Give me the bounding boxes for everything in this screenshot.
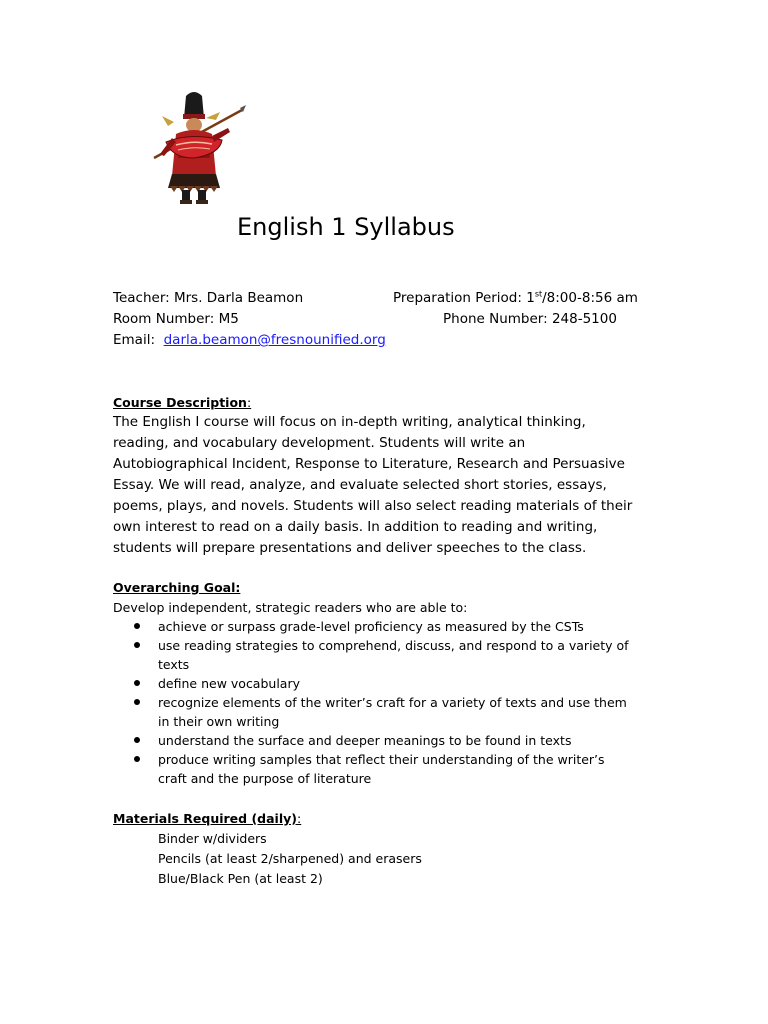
bullet-text: define new vocabulary (158, 676, 300, 691)
prep-label: Preparation Period: 1 (393, 290, 535, 306)
description-line: reading, and vocabulary development. Students will write an (113, 435, 526, 451)
course-description-colon: : (246, 395, 252, 410)
bullet-text: craft and the purpose of literature (158, 771, 372, 786)
bullet-icon (134, 737, 140, 743)
bullet-text: in their own writing (158, 714, 280, 729)
bullet-text: produce writing samples that reflect their understanding of the writer’s (158, 752, 605, 767)
material-item: Binder w/dividers (158, 831, 267, 846)
list-item (113, 731, 673, 750)
course-description-text (113, 412, 658, 559)
prep-superscript: st (534, 289, 543, 299)
bullet-text: texts (158, 657, 190, 672)
page-title: English 1 Syllabus (237, 213, 455, 241)
materials-colon: : (297, 811, 302, 826)
list-item (113, 750, 673, 788)
bullet-icon (134, 623, 140, 629)
description-line: Autobiographical Incident, Response to Literature, Research and Persuasive (113, 456, 625, 472)
mascot-illustration (150, 88, 246, 206)
room-number: Room Number: M5 (113, 311, 239, 327)
bullet-icon (134, 642, 140, 648)
list-item (113, 693, 673, 731)
bullet-icon (134, 699, 140, 705)
prep-time: /8:00-8:56 am (542, 290, 638, 306)
email-label: Email: (113, 332, 156, 348)
bullet-icon (134, 756, 140, 762)
overarching-goal-heading: Overarching Goal: (113, 580, 241, 595)
course-description-heading (113, 394, 251, 412)
email-link[interactable]: darla.beamon@fresnounified.org (163, 332, 386, 348)
list-item (113, 674, 673, 693)
preparation-period (393, 288, 638, 309)
bullet-text: recognize elements of the writer’s craft for a variety of texts and use them (158, 695, 627, 710)
description-line: students will prepare presentations and deliver speeches to the class. (113, 540, 587, 556)
material-item: Blue/Black Pen (at least 2) (158, 871, 323, 886)
description-line: poems, plays, and novels. Students will also select reading materials of their (113, 498, 633, 514)
bullet-text: use reading strategies to comprehend, discuss, and respond to a variety of (158, 638, 629, 653)
materials-heading-text: Materials Required (daily) (113, 811, 297, 826)
bullet-icon (134, 680, 140, 686)
goal-intro: Develop independent, strategic readers who are able to: (113, 600, 468, 615)
list-item (113, 617, 673, 636)
description-line: Essay. We will read, analyze, and evaluate selected short stories, essays, (113, 477, 607, 493)
description-line: The English I course will focus on in-depth writing, analytical thinking, (113, 414, 586, 430)
bullet-text: achieve or surpass grade-level proficiency as measured by the CSTs (158, 619, 584, 634)
email-row (113, 330, 386, 351)
materials-list (158, 829, 422, 889)
teacher-name: Teacher: Mrs. Darla Beamon (113, 290, 304, 306)
material-item: Pencils (at least 2/sharpened) and erasers (158, 851, 422, 866)
description-line: own interest to read on a daily basis. In addition to reading and writing, (113, 519, 598, 535)
phone-number: Phone Number: 248-5100 (443, 311, 617, 327)
course-description-heading-text: Course Description (113, 395, 247, 410)
goal-list (113, 617, 673, 788)
materials-heading (113, 810, 301, 828)
list-item (113, 636, 673, 674)
bullet-text: understand the surface and deeper meanings to be found in texts (158, 733, 572, 748)
